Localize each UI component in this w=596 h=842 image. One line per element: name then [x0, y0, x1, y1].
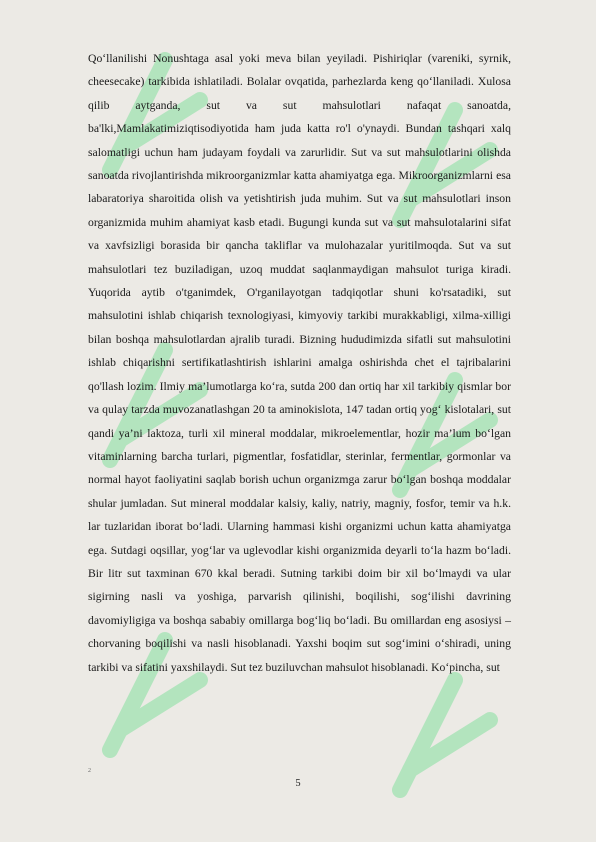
body-text-block: [88, 47, 511, 679]
body-paragraph: Qo‘llanilishi Nonushtaga asal yoki meva bilan yeyiladi. Pishiriqlar (vareniki, syrnik, cheesecake) tarkibida ishlatiladi. Bolalar ovqatida, parhezlarda keng qo‘llaniladi. Xulosa qilib aytganda, sut va sut mahsulotlari nafaqat sanoatda, ba'lki,Mamlakatimiziqtisodiyotida ham juda katta ro'l o'ynaydi. Bundan tashqari xalq salomatligi uchun ham judayam foydali va zarurlidir. Sut va sut mahsulotlarini olishda sanoatda rivojlantirishda mikroorganizmlar katta ahamiyatga ega. Mikroorganizmlarni esa labaratoriya sharoitida olish va yetishtirish juda muhim. Sut va sut mahsulotlari inson organizmida muhim ahamiyat kasb etadi. Bugungi kunda sut va sut mahsulotalarini sifat va xavfsizligi borasida bir qancha takliflar va mulohazalar yuritilmoqda. Sut va sut mahsulotlari tez buziladigan, uzoq muddat saqlanmaydigan mahsulot turiga kiradi. Yuqorida aytib o'tganimdek, O'rganilayotgan tadqiqotlar shuni ko'rsatadiki, sut mahsulotini ishlab chiqarish texnologiyasi, kimyoviy tarkibi murakkabligi, xilma-xilligi bilan boshqa mahsulotlardan ajralib turadi. Bizning hududimizda sifatli sut mahsulotini ishlab chiqarishni sertifikatlashtirish ishlarini amalga oshirishda chet el tajribalarini qo'llash lozim. Ilmiy ma’lumotlarga ko‘ra, sutda 200 dan ortiq har xil tarkibiy qismlar bor va qulay tarzda muvozanatlashgan 20 ta aminokislota, 147 tadan ortiq yog‘ kislotalari, sut qandi ya’ni laktoza, turli xil mineral moddalar, mikroelementlar, hozir ma’lum bo‘lgan vitaminlarning barcha turlari, pigmentlar, fosfatidlar, sterinlar, fermentlar, gormonlar va normal hayot faoliyatini saqlab borish uchun organizmga zarur bo‘lgan boshqa moddalar shular jumladan. Sut mineral moddalar kalsiy, kaliy, natriy, magniy, fosfor, temir va h.k. lar tuzlaridan iborat bo‘ladi. Ularning hammasi kishi organizmi uchun katta ahamiyatga ega. Sutdagi oqsillar, yog‘lar va uglevodlar kishi organizmida deyarli to‘la hazm bo‘ladi. Bir litr sut taxminan 670 kkal beradi. Sutning tarkibi doim bir xil bo‘lmaydi va ular sigirning nasli va yoshiga, parvarish qilinishi, boqilishi, sog‘ilishi davrining davomiyligiga va boshqa sababiy omillarga bog‘liq bo‘ladi. Bu omillardan eng asosiysi – chorvaning boqilishi va nasli hisoblanadi. Yaxshi boqim sut sog‘imini o‘shiradi, uning tarkibi va sifatini yaxshilaydi. Sut tez buziluvchan mahsulot hisoblanadi. Ko‘pincha, sut: [88, 52, 511, 674]
footnote-marker: 2: [88, 768, 91, 774]
page-number: 5: [295, 778, 301, 789]
